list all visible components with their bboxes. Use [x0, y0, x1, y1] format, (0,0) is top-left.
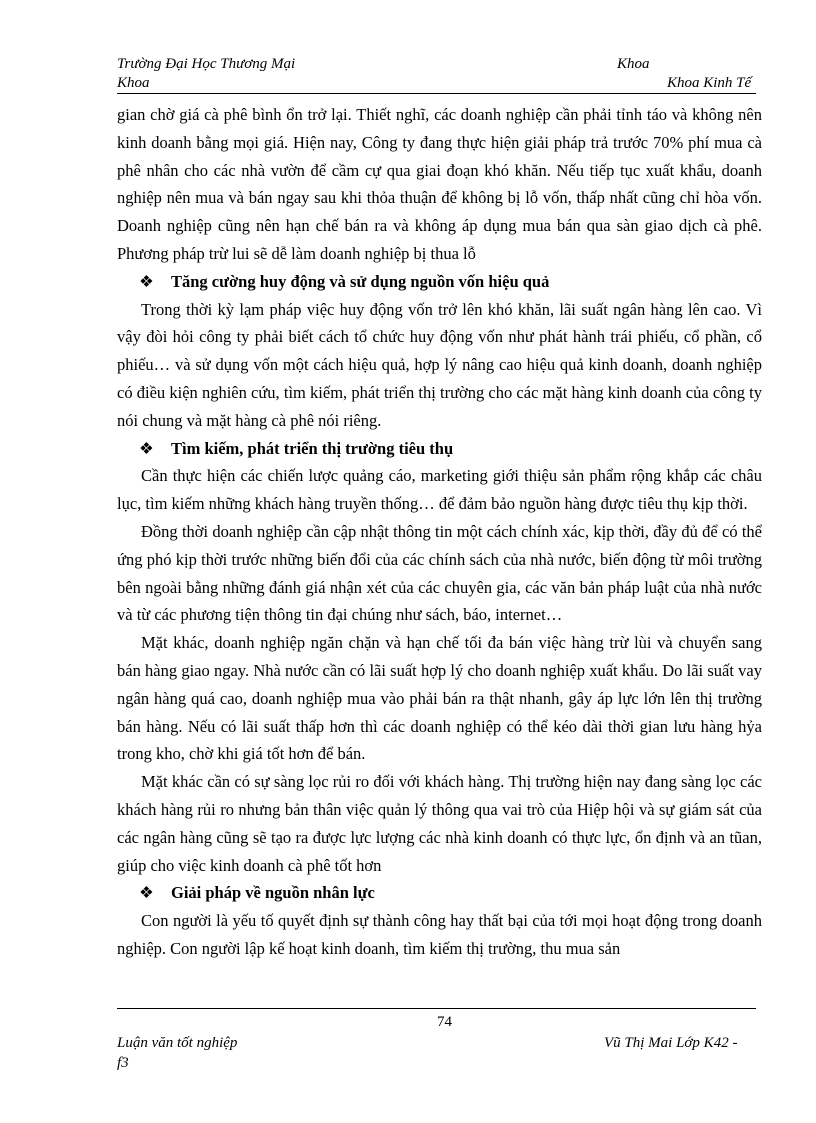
section-heading-capital [117, 268, 762, 296]
paragraph-5: Mặt khác, doanh nghiệp ngăn chặn và hạn chế tối đa bán việc hàng trừ lùi và chuyển sang bán hàng giao ngay. Nhà nước cần có lãi suất hợp lý cho doanh nghiệp xuất khẩu. Do lãi suất vay ngân hàng quá cao, doanh nghiệp mua vào phải bán ra thật nhanh, gây áp lực lớn lên thị trường bán hàng. Nếu có lãi suất thấp hơn thì các doanh nghiệp có thể kéo dài thời gian lưu hàng hỷa trong kho, chờ khi giá tốt hơn để bán. [117, 633, 762, 764]
header-khoa-right: Khoa [617, 56, 650, 72]
header-university: Trường Đại Học Thương Mại [117, 56, 296, 72]
header-faculty: Khoa Kinh Tế [667, 75, 752, 91]
paragraph-1: gian chờ giá cà phê bình ổn trở lại. Thiết nghĩ, các doanh nghiệp cần phải tỉnh táo và không nên kinh doanh bằng mọi giá. Hiện nay, Công ty đang thực hiện giải pháp trả trước 70% phí mua cà phê nhân cho các nhà vườn để cầm cự qua giai đoạn khó khăn. Nếu tiếp tục xuất khẩu, doanh nghiệp nên mua và bán ngay sau khi thỏa thuận để không bị lỗ vốn, thấp nhất cũng chỉ hòa vốn. Doanh nghiệp cũng nên hạn chế bán ra và không áp dụng mua bán qua sàn giao dịch cà phê. Phương pháp trừ lui sẽ dễ làm doanh nghiệp bị thua lỗ [117, 105, 762, 263]
page-body [117, 101, 762, 963]
paragraph-3: Cần thực hiện các chiến lược quảng cáo, marketing giới thiệu sản phẩm rộng khắp các châu lục, tìm kiếm những khách hàng truyền thống… để đảm bảo nguồn hàng được tiêu thụ kịp thời. [117, 466, 762, 514]
paragraph-2: Trong thời kỳ lạm pháp việc huy động vốn trở lên khó khăn, lãi suất ngân hàng lên cao. Vì vậy đòi hỏi công ty phải biết cách tổ chức huy động vốn như phát hành trái phiếu, cổ phần, cổ phiếu… và sử dụng vốn một cách hiệu quả, hợp lý nâng cao hiệu quả kinh doanh, doanh nghiệp có điều kiện nghiên cứu, tìm kiếm, phát triển thị trường cho các mặt hàng kinh doanh của công ty nói chung và mặt hàng cà phê nói riêng. [117, 299, 762, 430]
header-khoa-left: Khoa [117, 75, 150, 91]
footer-class: f3 [117, 1055, 129, 1071]
diamond-bullet-icon: ❖ [139, 883, 154, 903]
footer-thesis: Luận văn tốt nghiệp [117, 1035, 238, 1051]
paragraph-7: Con người là yếu tố quyết định sự thành công hay thất bại của tới mọi hoạt động trong doanh nghiệp. Con người lập kế hoạt kinh doanh, tìm kiếm thị trường, thu mua sản [117, 911, 762, 958]
heading-text: Giải pháp về nguồn nhân lực [171, 883, 375, 903]
header-rule [117, 93, 756, 94]
diamond-bullet-icon: ❖ [139, 271, 154, 291]
section-heading-market [117, 435, 762, 463]
heading-text: Tìm kiếm, phát triển thị trường tiêu thụ [171, 438, 454, 458]
diamond-bullet-icon: ❖ [139, 438, 154, 458]
page-number: 74 [437, 1014, 452, 1030]
paragraph-4: Đồng thời doanh nghiệp cần cập nhật thông tin một cách chính xác, kịp thời, đầy đủ để có thể ứng phó kịp thời trước những biến đổi của các chính sách của nhà nước, biến động từ môi trường bên ngoài bằng những đánh giá nhận xét của các chuyên gia, các văn bản pháp luật của nhà nước và từ các phương tiện thông tin đại chúng như sách, báo, internet… [117, 521, 762, 625]
footer-author: Vũ Thị Mai Lớp K42 - [604, 1035, 738, 1051]
heading-text: Tăng cường huy động và sử dụng nguồn vốn hiệu quả [171, 271, 550, 291]
section-heading-hr [117, 879, 762, 907]
footer-rule [117, 1008, 756, 1009]
paragraph-6: Mặt khác cần có sự sàng lọc rủi ro đối với khách hàng. Thị trường hiện nay đang sàng lọc các khách hàng rủi ro nhưng bản thân việc quản lý thông qua vai trò của Hiệp hội và sự giám sát của các ngân hàng cũng sẽ tạo ra được lực lượng các nhà kinh doanh có thực lực, ổn định và an tũan, giúp cho việc kinh doanh cà phê tốt hơn [117, 772, 762, 875]
